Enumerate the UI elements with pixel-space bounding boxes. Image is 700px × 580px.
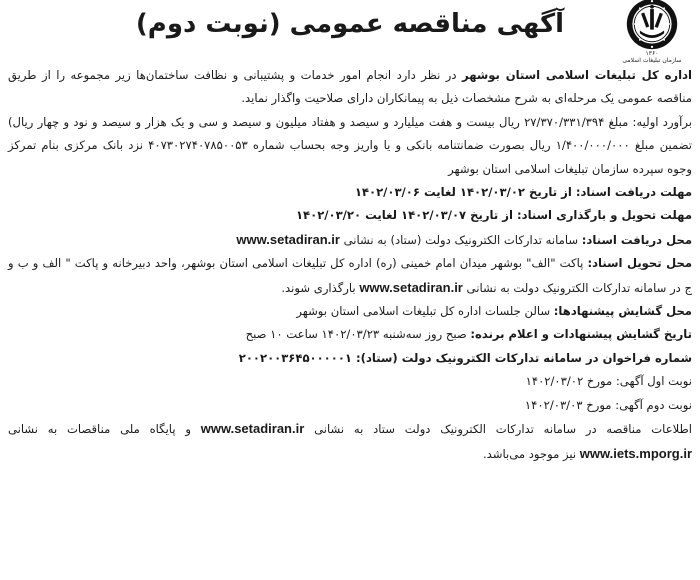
delivery-place-value: پاکت "الف" بوشهر میدان امام خمینی (ره) اداره کل تبلیغات اسلامی استان بوشهر، واحد دبیرخانه و پاکت " الف و ب و ج در سامانه تدارکات الکترونیک دولت به نشانی: [8, 256, 692, 295]
footer-text-2: و پایگاه ملی مناقصات به نشانی: [8, 422, 201, 437]
footer-text-3: نیز موجود می‌باشد.: [482, 446, 580, 461]
doc-deadline-line: [8, 181, 692, 204]
logo-caption: [616, 50, 688, 64]
logo-caption-year: ۱۳۶۰: [645, 50, 659, 57]
iets-link[interactable]: www.iets.mporg.ir: [579, 445, 692, 461]
doc-deadline-label: مهلت دریافت اسناد:: [575, 185, 692, 200]
opening-date-line: [8, 323, 692, 346]
submit-deadline-label: مهلت تحویل و بارگذاری اسناد:: [516, 208, 692, 223]
setadiran-link[interactable]: www.setadiran.ir: [359, 279, 463, 295]
doc-place-line: [8, 228, 692, 252]
tender-number-line: [8, 347, 692, 370]
intro-text: در نظر دارد انجام امور خدمات و پشتیبانی و نظافت ساختمان‌ها زیر مجموعه را از طریق مناقصه عمومی یک مرحله‌ای به شرح مشخصات ذیل به پیمانکاران دارای صلاحیت واگذار نماید.: [8, 68, 692, 106]
notice-title: آگهی مناقصه عمومی (نوبت دوم): [135, 9, 565, 39]
setadiran-link[interactable]: www.setadiran.ir: [200, 421, 305, 437]
logo-caption-name: سازمان تبلیغات اسلامی: [622, 57, 682, 64]
footer-paragraph: [8, 417, 692, 466]
second-notice-line: نوبت دوم آگهی: مورخ ۱۴۰۲/۰۳/۰۳: [524, 397, 692, 412]
first-notice-line: نوبت اول آگهی: مورخ ۱۴۰۲/۰۳/۰۲: [525, 374, 692, 389]
delivery-place-suffix: بارگذاری شوند.: [281, 280, 360, 295]
opening-place-line: [8, 300, 692, 323]
tender-number-label: شماره فراخوان در سامانه تدارکات الکترونیک دولت (ستاد):: [356, 350, 692, 365]
intro-paragraph: [8, 64, 692, 111]
notice-body: [8, 64, 692, 466]
opening-date-value: صبح روز سه‌شنبه ۱۴۰۲/۰۳/۲۳ ساعت ۱۰ صبح: [245, 327, 471, 342]
doc-place-value: سامانه تدارکات الکترونیک دولت (ستاد) به نشانی: [339, 232, 582, 247]
opening-date-label: تاریخ گشایش پیشنهادات و اعلام برنده:: [470, 327, 692, 342]
doc-deadline-value: از تاریخ ۱۴۰۲/۰۳/۰۲ لغایت ۱۴۰۲/۰۳/۰۶: [354, 185, 576, 200]
delivery-place-label: محل تحویل اسناد:: [587, 256, 692, 271]
submit-deadline-line: [8, 204, 692, 227]
estimate-paragraph: برآورد اولیه: مبلغ ۲۷/۳۷۰/۳۳۱/۳۹۴ ریال بیست و هفت میلیارد و سیصد و هفتاد میلیون و سیصد و سی و یک هزار و سیصد و نود و چهار ریال) تضمین مبلغ ۱/۴۰۰/۰۰۰/۰۰۰ ریال بصورت ضمانتنامه بانکی و یا واریز وجه بحساب شماره ۴۰۷۳۰۲۷۴۰۷۸۵۰۰۵۳ نزد بانک مرکزی بنام تمرکز وجوه سپرده سازمان تبلیغات اسلامی استان بوشهر: [8, 114, 692, 176]
tender-number-value: ۲۰۰۲۰۰۳۶۴۵۰۰۰۰۰۱: [238, 350, 357, 365]
setadiran-link[interactable]: www.setadiran.ir: [236, 231, 340, 247]
submit-deadline-value: از تاریخ ۱۴۰۲/۰۳/۰۷ لغایت ۱۴۰۲/۰۳/۲۰: [295, 208, 517, 223]
footer-text-1: اطلاعات مناقصه در سامانه تدارکات الکترونیک دولت ستاد به نشانی: [304, 422, 692, 437]
delivery-place-paragraph: [8, 252, 692, 300]
opening-place-value: سالن جلسات اداره کل تبلیغات اسلامی استان بوشهر: [296, 304, 554, 319]
organization-name: اداره کل تبلیغات اسلامی استان بوشهر: [462, 68, 692, 82]
doc-place-label: محل دریافت اسناد:: [581, 232, 692, 247]
opening-place-label: محل گشایش پیشنهادها:: [553, 304, 692, 319]
